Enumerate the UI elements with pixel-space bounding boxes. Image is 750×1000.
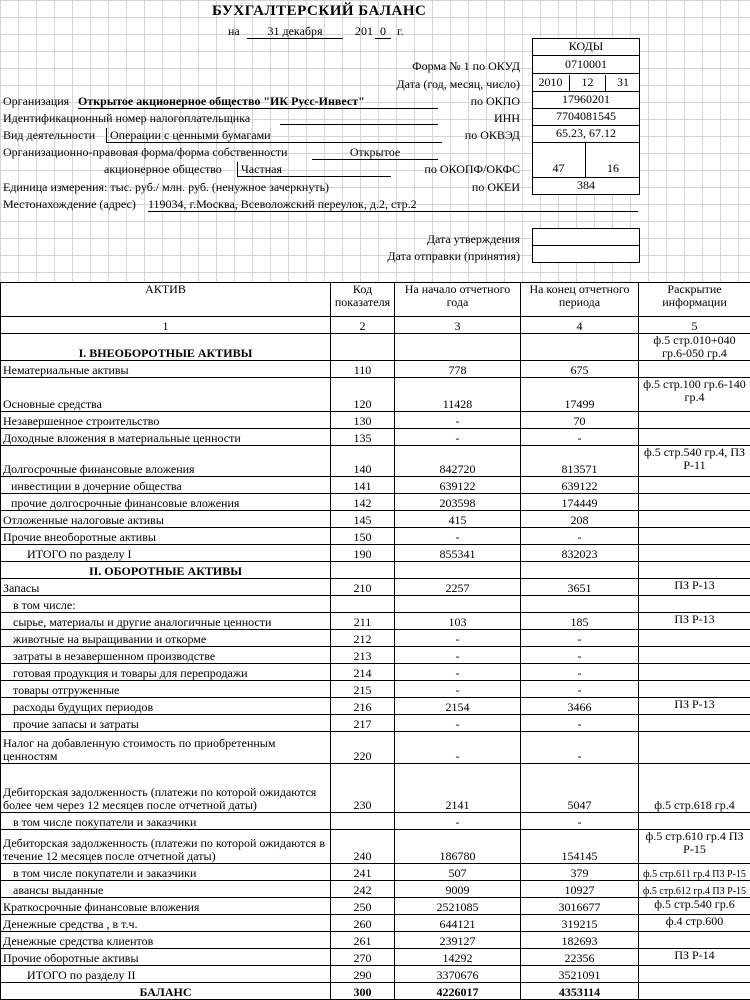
table-row: [1, 830, 750, 864]
row-disclosure: ПЗ Р-13: [639, 579, 750, 596]
row-end: 154145: [521, 830, 639, 864]
row-code: 230: [331, 764, 395, 813]
row-code: 213: [331, 647, 395, 664]
activity-label: Вид деятельности: [3, 128, 96, 142]
row-disclosure: ф.5 стр.540 гр.6: [639, 898, 750, 915]
row-end: 10927: [521, 881, 639, 898]
page-title: БУХГАЛТЕРСКИЙ БАЛАНС: [212, 3, 427, 19]
row-begin: 11428: [395, 378, 521, 412]
inn-full-label: Идентификационный номер налогоплательщика: [3, 111, 251, 125]
table-row: [1, 813, 750, 830]
colnum-3: 3: [395, 317, 521, 334]
table-row: [1, 446, 750, 477]
row-name: Основные средства: [1, 378, 331, 412]
okpo-code: 17960201: [532, 92, 640, 109]
row-begin: 239127: [395, 932, 521, 949]
column-number-row: [1, 317, 750, 334]
row-disclosure: [639, 511, 750, 528]
activity-value: Операции с ценными бумагами: [106, 128, 442, 143]
row-name: Запасы: [1, 579, 331, 596]
total-row: [1, 966, 750, 983]
row-begin: 203598: [395, 494, 521, 511]
row-end: 3521091: [521, 966, 639, 983]
table-row: [1, 511, 750, 528]
row-code: [331, 562, 395, 579]
row-disclosure: ф.5 стр.540 гр.4, ПЗ Р-11: [639, 446, 750, 477]
row-begin: 2257: [395, 579, 521, 596]
org-label: Организация: [3, 94, 70, 108]
colnum-5: 5: [639, 317, 750, 334]
row-name: инвестиции в дочерние общества: [1, 477, 331, 494]
table-row: [1, 764, 750, 813]
table-row: [1, 412, 750, 429]
okei-label: по ОКЕИ: [471, 180, 520, 194]
row-end: -: [521, 715, 639, 732]
row-disclosure: [639, 429, 750, 446]
row-disclosure: [639, 966, 750, 983]
row-name: Денежные средства , в т.ч.: [1, 915, 331, 932]
header-disclosure: Раскрытие информации: [639, 283, 750, 317]
row-end: 182693: [521, 932, 639, 949]
table-row: [1, 715, 750, 732]
row-begin: 2154: [395, 698, 521, 715]
row-end: [521, 596, 639, 613]
row-code: 150: [331, 528, 395, 545]
row-name: ИТОГО по разделу II: [1, 966, 331, 983]
table-row: [1, 494, 750, 511]
row-disclosure: [639, 562, 750, 579]
row-code: 216: [331, 698, 395, 715]
row-begin: -: [395, 813, 521, 830]
row-name: в том числе покупатели и заказчики: [1, 813, 331, 830]
okopf-label: по ОКОПФ/ОКФС: [424, 162, 520, 176]
row-end: -: [521, 664, 639, 681]
row-disclosure: [639, 630, 750, 647]
row-begin: 639122: [395, 477, 521, 494]
row-name: Доходные вложения в материальные ценности: [1, 429, 331, 446]
row-begin: 3370676: [395, 966, 521, 983]
row-name: Незавершенное строительство: [1, 412, 331, 429]
row-code: 141: [331, 477, 395, 494]
row-end: [521, 334, 639, 361]
okpo-label: по ОКПО: [470, 94, 520, 108]
row-end: 208: [521, 511, 639, 528]
table-row: [1, 477, 750, 494]
row-code: 110: [331, 361, 395, 378]
approval-date-box[interactable]: [532, 228, 640, 246]
table-row: [1, 630, 750, 647]
row-name: Прочие внеоборотные активы: [1, 528, 331, 545]
row-begin: [395, 562, 521, 579]
row-begin: 9009: [395, 881, 521, 898]
row-name: Прочие оборотные активы: [1, 949, 331, 966]
row-code: 215: [331, 681, 395, 698]
row-code: [331, 334, 395, 361]
row-begin: [395, 596, 521, 613]
form-code: 0710001: [532, 57, 640, 74]
row-code: 130: [331, 412, 395, 429]
okved-code: 65.23, 67.12: [532, 126, 640, 143]
legal-form-label: Организационно-правовая форма/форма собственности: [3, 145, 288, 159]
row-code: 217: [331, 715, 395, 732]
row-disclosure: ф.5 стр.010+040 гр.6-050 гр.4: [639, 334, 750, 361]
row-begin: -: [395, 528, 521, 545]
row-end: -: [521, 813, 639, 830]
table-row: [1, 698, 750, 715]
table-row: [1, 361, 750, 378]
table-row: [1, 915, 750, 932]
balance-row: [1, 983, 750, 1000]
colnum-1: 1: [1, 317, 331, 334]
sent-label: Дата отправки (принятия): [387, 249, 520, 263]
header-begin: На начало отчетного года: [395, 283, 521, 317]
row-code: 212: [331, 630, 395, 647]
row-name: расходы будущих периодов: [1, 698, 331, 715]
row-begin: 186780: [395, 830, 521, 864]
row-end: 639122: [521, 477, 639, 494]
row-disclosure: ф.5 стр.618 гр.4: [639, 764, 750, 813]
row-name: затраты в незавершенном производстве: [1, 647, 331, 664]
row-begin: 103: [395, 613, 521, 630]
date-day: 31: [606, 75, 640, 92]
row-code: 260: [331, 915, 395, 932]
address-value: 119034, г.Москва, Всеволожский переулок, д.2, стр.2: [148, 197, 638, 212]
row-name: авансы выданные: [1, 881, 331, 898]
row-end: -: [521, 429, 639, 446]
row-begin: 4226017: [395, 983, 521, 1000]
row-disclosure: [639, 732, 750, 764]
row-code: 220: [331, 732, 395, 764]
row-end: 379: [521, 864, 639, 881]
row-end: 22356: [521, 949, 639, 966]
row-end: 832023: [521, 545, 639, 562]
row-begin: -: [395, 429, 521, 446]
row-disclosure: ф.5 стр.100 гр.6-140 гр.4: [639, 378, 750, 412]
date-value: 31 декабря: [247, 24, 343, 39]
unit-label: Единица измерения: тыс. руб./ млн. руб. (ненужное зачеркнуть): [3, 180, 330, 194]
row-begin: -: [395, 715, 521, 732]
row-disclosure: ПЗ Р-14: [639, 949, 750, 966]
table-row: [1, 881, 750, 898]
row-name: в том числе:: [1, 596, 331, 613]
row-code: 140: [331, 446, 395, 477]
row-code: [331, 596, 395, 613]
table-row: [1, 664, 750, 681]
row-disclosure: ф.5 стр.611 гр.4 ПЗ Р-15: [639, 864, 750, 881]
row-code: 142: [331, 494, 395, 511]
row-code: 120: [331, 378, 395, 412]
row-end: -: [521, 630, 639, 647]
row-begin: -: [395, 681, 521, 698]
date-month: 12: [570, 75, 606, 92]
legal-form-line2: акционерное общество: [104, 162, 222, 176]
row-end: [521, 562, 639, 579]
row-code: 190: [331, 545, 395, 562]
table-row: [1, 932, 750, 949]
row-end: -: [521, 528, 639, 545]
row-name: Отложенные налоговые активы: [1, 511, 331, 528]
okei-code: 384: [577, 178, 595, 192]
row-disclosure: [639, 664, 750, 681]
row-name: готовая продукция и товары для перепродажи: [1, 664, 331, 681]
okved-label: по ОКВЭД: [464, 128, 520, 142]
inn-underline: [280, 111, 438, 125]
row-name: животные на выращивании и откорме: [1, 630, 331, 647]
row-name: прочие запасы и затраты: [1, 715, 331, 732]
row-end: -: [521, 647, 639, 664]
row-name: в том числе покупатели и заказчики: [1, 864, 331, 881]
row-code: 241: [331, 864, 395, 881]
row-disclosure: [639, 983, 750, 1000]
table-row: [1, 647, 750, 664]
colnum-4: 4: [521, 317, 639, 334]
row-disclosure: ПЗ Р-13: [639, 698, 750, 715]
section-row: [1, 334, 750, 361]
row-disclosure: ф.4 стр.600: [639, 915, 750, 932]
row-code: 261: [331, 932, 395, 949]
row-begin: -: [395, 412, 521, 429]
okopf-code: 47: [532, 143, 586, 178]
row-disclosure: [639, 412, 750, 429]
row-begin: 507: [395, 864, 521, 881]
row-begin: 778: [395, 361, 521, 378]
row-code: 214: [331, 664, 395, 681]
row-end: 174449: [521, 494, 639, 511]
header-asset: АКТИВ: [1, 283, 331, 317]
table-row: [1, 864, 750, 881]
row-code: 290: [331, 966, 395, 983]
table-row: [1, 732, 750, 764]
row-name: товары отгруженные: [1, 681, 331, 698]
address-label: Местонахождение (адрес): [3, 197, 136, 211]
row-disclosure: [639, 528, 750, 545]
row-disclosure: ПЗ Р-13: [639, 613, 750, 630]
table-row: [1, 579, 750, 596]
codes-title: КОДЫ: [532, 39, 640, 56]
row-begin: -: [395, 630, 521, 647]
header-code: Код показателя: [331, 283, 395, 317]
row-code: 145: [331, 511, 395, 528]
okfs-code: 16: [586, 143, 640, 178]
inn-code: 7704081545: [532, 109, 640, 126]
row-disclosure: ф.5 стр.610 гр.4 ПЗ Р-15: [639, 830, 750, 864]
row-code: 211: [331, 613, 395, 630]
table-row: [1, 613, 750, 630]
row-name: II. ОБОРОТНЫЕ АКТИВЫ: [1, 562, 331, 579]
row-name: Долгосрочные финансовые вложения: [1, 446, 331, 477]
table-row: [1, 596, 750, 613]
table-row: [1, 378, 750, 412]
row-end: 3466: [521, 698, 639, 715]
row-code: 300: [331, 983, 395, 1000]
row-begin: 14292: [395, 949, 521, 966]
row-code: 210: [331, 579, 395, 596]
date-label: Дата (год, месяц, число): [396, 77, 520, 91]
row-code: 270: [331, 949, 395, 966]
row-name: Налог на добавленную стоимость по приобретенным ценностям: [1, 732, 331, 764]
header-end: На конец отчетного периода: [521, 283, 639, 317]
org-value: Открытое акционерное общество "ИК Русс-Инвест": [78, 94, 438, 109]
date-prefix: на: [228, 24, 240, 38]
row-end: 70: [521, 412, 639, 429]
table-header-row: [1, 283, 750, 317]
row-name: прочие долгосрочные финансовые вложения: [1, 494, 331, 511]
row-end: 3651: [521, 579, 639, 596]
table-row: [1, 898, 750, 915]
row-name: Краткосрочные финансовые вложения: [1, 898, 331, 915]
row-name: Дебиторская задолженность (платежи по которой ожидаются в течение 12 месяцев после отчетной даты): [1, 830, 331, 864]
row-end: -: [521, 681, 639, 698]
row-disclosure: [639, 681, 750, 698]
approval-label: Дата утверждения: [426, 232, 520, 246]
row-begin: 415: [395, 511, 521, 528]
year-digit: 0: [375, 24, 391, 39]
row-code: 250: [331, 898, 395, 915]
row-end: -: [521, 732, 639, 764]
row-end: 5047: [521, 764, 639, 813]
balance-table: [0, 282, 750, 1000]
row-disclosure: [639, 715, 750, 732]
row-name: ИТОГО по разделу I: [1, 545, 331, 562]
row-begin: 842720: [395, 446, 521, 477]
row-disclosure: [639, 932, 750, 949]
sent-date-box[interactable]: [532, 245, 640, 263]
section-row: [1, 562, 750, 579]
row-begin: [395, 334, 521, 361]
table-row: [1, 949, 750, 966]
year-prefix: 201: [355, 24, 373, 38]
row-disclosure: [639, 477, 750, 494]
row-name: сырье, материалы и другие аналогичные ценности: [1, 613, 331, 630]
table-row: [1, 681, 750, 698]
row-code: 135: [331, 429, 395, 446]
row-end: 3016677: [521, 898, 639, 915]
row-code: 242: [331, 881, 395, 898]
row-begin: 644121: [395, 915, 521, 932]
row-code: [331, 813, 395, 830]
row-disclosure: [639, 596, 750, 613]
row-name: БАЛАНС: [1, 983, 331, 1000]
row-disclosure: [639, 361, 750, 378]
row-begin: 2521085: [395, 898, 521, 915]
legal-form-value: Открытое: [312, 145, 438, 160]
form-label: Форма № 1 по ОКУД: [412, 59, 520, 73]
row-disclosure: [639, 545, 750, 562]
colnum-2: 2: [331, 317, 395, 334]
row-code: 240: [331, 830, 395, 864]
row-begin: -: [395, 664, 521, 681]
row-disclosure: [639, 813, 750, 830]
row-begin: 2141: [395, 764, 521, 813]
row-end: 675: [521, 361, 639, 378]
row-begin: -: [395, 647, 521, 664]
row-name: Дебиторская задолженность (платежи по которой ожидаются более чем через 12 месяцев после отчетной даты): [1, 764, 331, 813]
row-name: Денежные средства клиентов: [1, 932, 331, 949]
row-end: 813571: [521, 446, 639, 477]
row-name: Нематериальные активы: [1, 361, 331, 378]
row-disclosure: ф.5 стр.612 гр.4 ПЗ Р-15: [639, 881, 750, 898]
table-row: [1, 528, 750, 545]
row-begin: -: [395, 732, 521, 764]
year-suffix: г.: [397, 24, 404, 38]
ownership-value: Частная: [237, 162, 391, 177]
row-end: 185: [521, 613, 639, 630]
total-row: [1, 545, 750, 562]
row-end: 319215: [521, 915, 639, 932]
inn-label: ИНН: [494, 111, 520, 125]
row-name: I. ВНЕОБОРОТНЫЕ АКТИВЫ: [1, 334, 331, 361]
row-end: 4353114: [521, 983, 639, 1000]
row-end: 17499: [521, 378, 639, 412]
row-disclosure: [639, 647, 750, 664]
date-year: 2010: [532, 75, 570, 92]
row-begin: 855341: [395, 545, 521, 562]
table-row: [1, 429, 750, 446]
row-disclosure: [639, 494, 750, 511]
